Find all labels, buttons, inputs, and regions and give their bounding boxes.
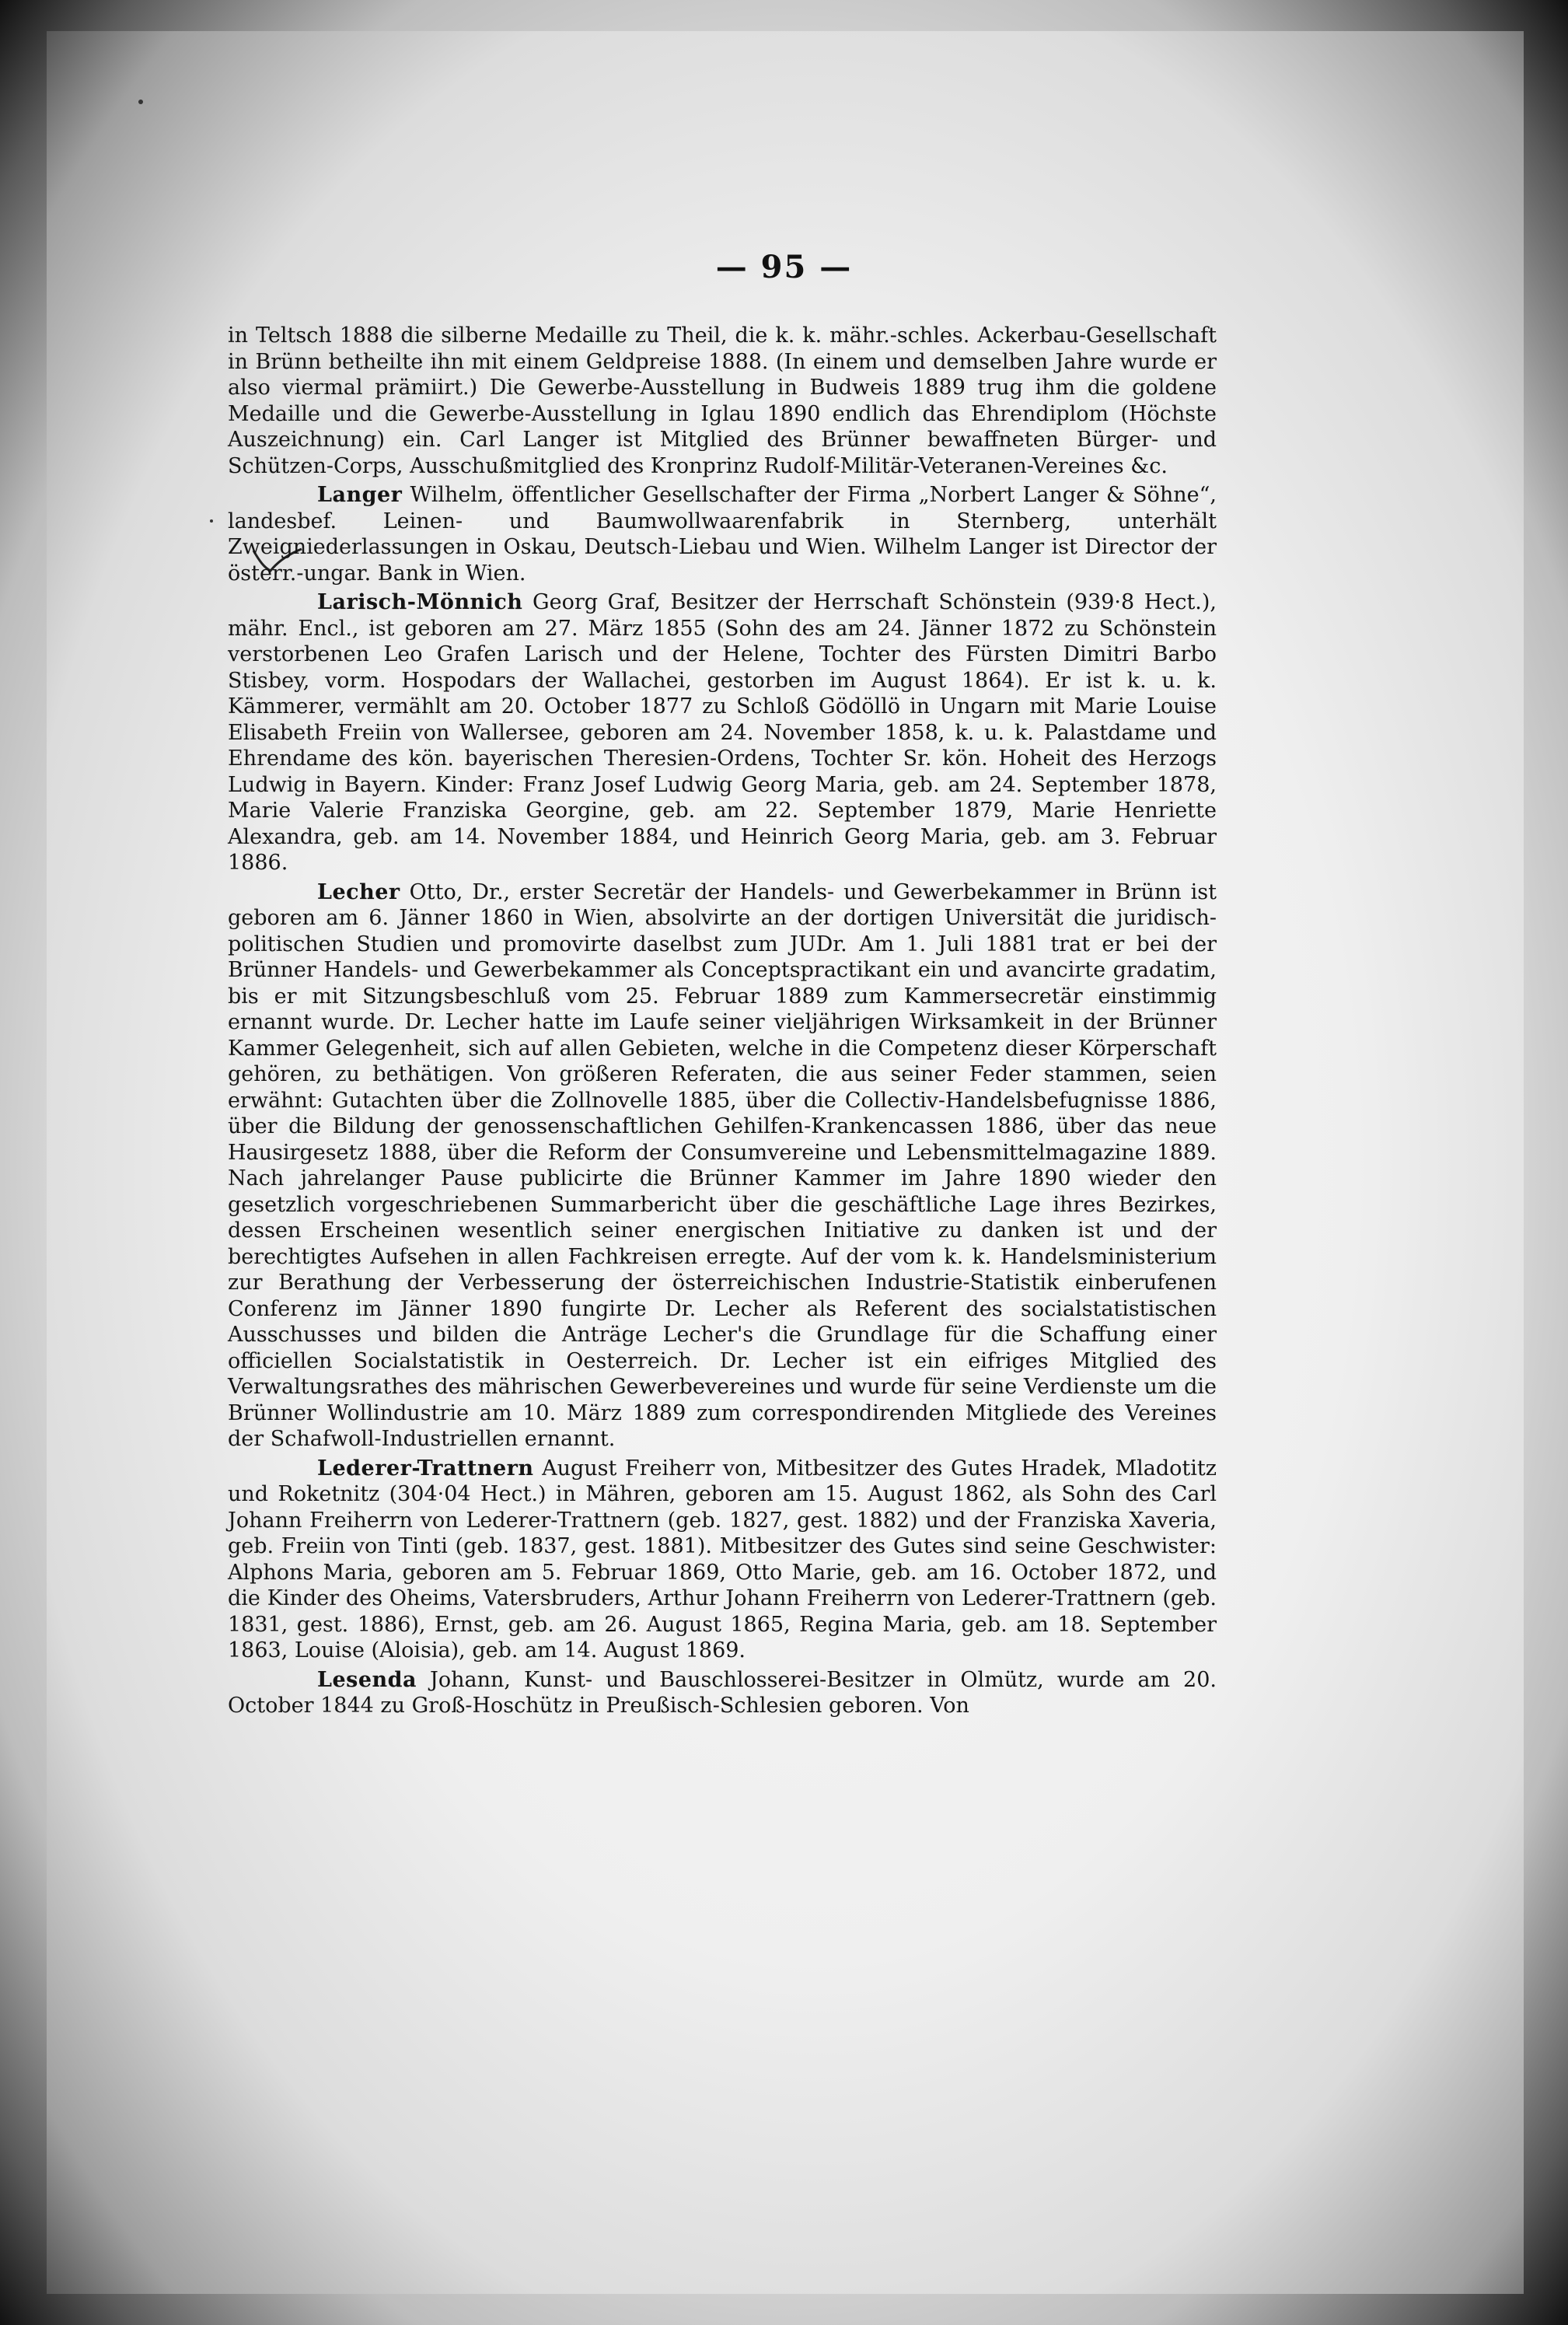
paragraph-text: in Teltsch 1888 die silberne Medaille zu Theil, die k. k. mähr.-schles. Ackerbau-Gesellschaft in Brünn betheilte ihn mit einem Geldpreise 1888. (In einem und demselben Jahre wurde er also viermal prämiirt.) Die Gewerbe-Ausstellung in Budweis 1889 trug ihm die goldene Medaille und die Gewerbe-Ausstellung in Iglau 1890 endlich das Ehrendiplom (Höchste Auszeichnung) ein. Carl Langer ist Mitglied des Brünner bewaffneten Bürger- und Schützen-Corps, Ausschußmitglied des Kronprinz Rudolf-Militär-Veteranen-Vereines &c.: [228, 323, 1217, 478]
entry-text: August Freiherr von, Mitbesitzer des Gutes Hradek, Mladotitz und Roketnitz (304·04 Hect.) in Mähren, geboren am 15. August 1862, als Sohn des Carl Johann Freiherrn von Lederer-Trattnern (geb. 1827, gest. 1882) und der Franziska Xaveria, geb. Freiin von Tinti (geb. 1837, gest. 1881). Mitbesitzer des Gutes sind seine Geschwister: Alphons Maria, geboren am 5. Februar 1869, Otto Marie, geb. am 16. October 1872, und die Kinder des Oheims, Vatersbruders, Arthur Johann Freiherrn von Lederer-Trattnern (geb. 1831, gest. 1886), Ernst, geb. am 26. August 1865, Regina Maria, geb. am 18. September 1863, Louise (Aloisia), geb. am 14. August 1869.: [228, 1456, 1217, 1662]
entry-langer: [228, 482, 1217, 586]
page-number: — 95 —: [715, 249, 853, 285]
entry-lecher: [228, 879, 1217, 1453]
body-text: [228, 323, 1217, 1719]
headword: Lesenda: [317, 1667, 417, 1692]
headword: Larisch-Mönnich: [317, 590, 523, 614]
entry-lesenda: [228, 1667, 1217, 1719]
entry-text: Johann, Kunst- und Bauschlosserei-Besitzer in Olmütz, wurde am 20. October 1844 zu Groß-Hoschütz in Preußisch-Schlesien geboren. Von: [228, 1667, 1217, 1718]
entry-text: Wilhelm, öffentlicher Gesellschafter der Firma „Norbert Langer & Söhne“, landesbef. Leinen- und Baumwollwaarenfabrik in Sternberg, unterhält Zweigniederlassungen in Oskau, Deutsch-Liebau und Wien. Wilhelm Langer ist Director der österr.-ungar. Bank in Wien.: [228, 483, 1217, 586]
speck: [138, 100, 143, 104]
headword: Langer: [317, 483, 403, 507]
entry-lederer-trattnern: [228, 1456, 1217, 1664]
entry-larisch-moennich: [228, 589, 1217, 876]
headword: Lederer-Trattnern: [317, 1456, 534, 1481]
entry-text: Georg Graf, Besitzer der Herrschaft Schönstein (939·8 Hect.), mähr. Encl., ist geboren am 27. März 1855 (Sohn des am 24. Jänner 1872 zu Schönstein verstorbenen Leo Grafen Larisch und der Helene, Tochter des Fürsten Dimitri Barbo Stisbey, vorm. Hospodars der Wallachei, gestorben im August 1864). Er ist k. u. k. Kämmerer, vermählt am 20. October 1877 zu Schloß Gödöllö in Ungarn mit Marie Louise Elisabeth Freiin von Wallersee, geboren am 24. November 1858, k. u. k. Palastdame und Ehrendame des kön. bayerischen Theresien-Ordens, Tochter Sr. kön. Hoheit des Herzogs Ludwig in Bayern. Kinder: Franz Josef Ludwig Georg Maria, geb. am 24. September 1878, Marie Valerie Franziska Georgine, geb. am 22. September 1879, Marie Henriette Alexandra, geb. am 14. November 1884, und Heinrich Georg Maria, geb. am 3. Februar 1886.: [228, 590, 1217, 875]
entry-text: Otto, Dr., erster Secretär der Handels- und Gewerbekammer in Brünn ist geboren am 6. Jänner 1860 in Wien, absolvirte an der dortigen Universität die juridisch-politischen Studien und promovirte daselbst zum JUDr. Am 1. Juli 1881 trat er bei der Brünner Handels- und Gewerbekammer als Conceptspractikant ein und avancirte gradatim, bis er mit Sitzungsbeschluß vom 25. Februar 1889 zum Kammersecretär einstimmig ernannt wurde. Dr. Lecher hatte im Laufe seiner vieljährigen Wirksamkeit in der Brünner Kammer Gelegenheit, sich auf allen Gebieten, welche in die Competenz dieser Körperschaft gehören, zu bethätigen. Von größeren Referaten, die aus seiner Feder stammen, seien erwähnt: Gutachten über die Zollnovelle 1885, über die Collectiv-Handelsbefugnisse 1886, über die Bildung der genossenschaftlichen Gehilfen-Krankencassen 1886, über das neue Hausirgesetz 1888, über die Reform der Consumvereine und Lebensmittelmagazine 1889. Nach jahrelanger Pause publicirte die Brünner Kammer im Jahre 1890 wieder den gesetzlich vorgeschriebenen Summarbericht über die geschäftliche Lage ihres Bezirkes, dessen Erscheinen wesentlich seiner energischen Initiative zu danken ist und der berechtigtes Aufsehen in allen Fachkreisen erregte. Auf der vom k. k. Handelsministerium zur Berathung der Verbesserung der österreichischen Industrie-Statistik einberufenen Conferenz im Jänner 1890 fungirte Dr. Lecher als Referent des socialstatistischen Ausschusses und bilden die Anträge Lecher's die Grundlage für die Schaffung einer officiellen Socialstatistik in Oesterreich. Dr. Lecher ist ein eifriges Mitglied des Verwaltungsrathes des mährischen Gewerbevereines und wurde für seine Verdienste um die Brünner Wollindustrie am 10. März 1889 zum correspondirenden Mitgliede des Vereines der Schafwoll-Industriellen ernannt.: [228, 879, 1217, 1451]
headword: Lecher: [317, 879, 400, 904]
speck: [210, 519, 213, 523]
paragraph-continuation: [228, 323, 1217, 479]
